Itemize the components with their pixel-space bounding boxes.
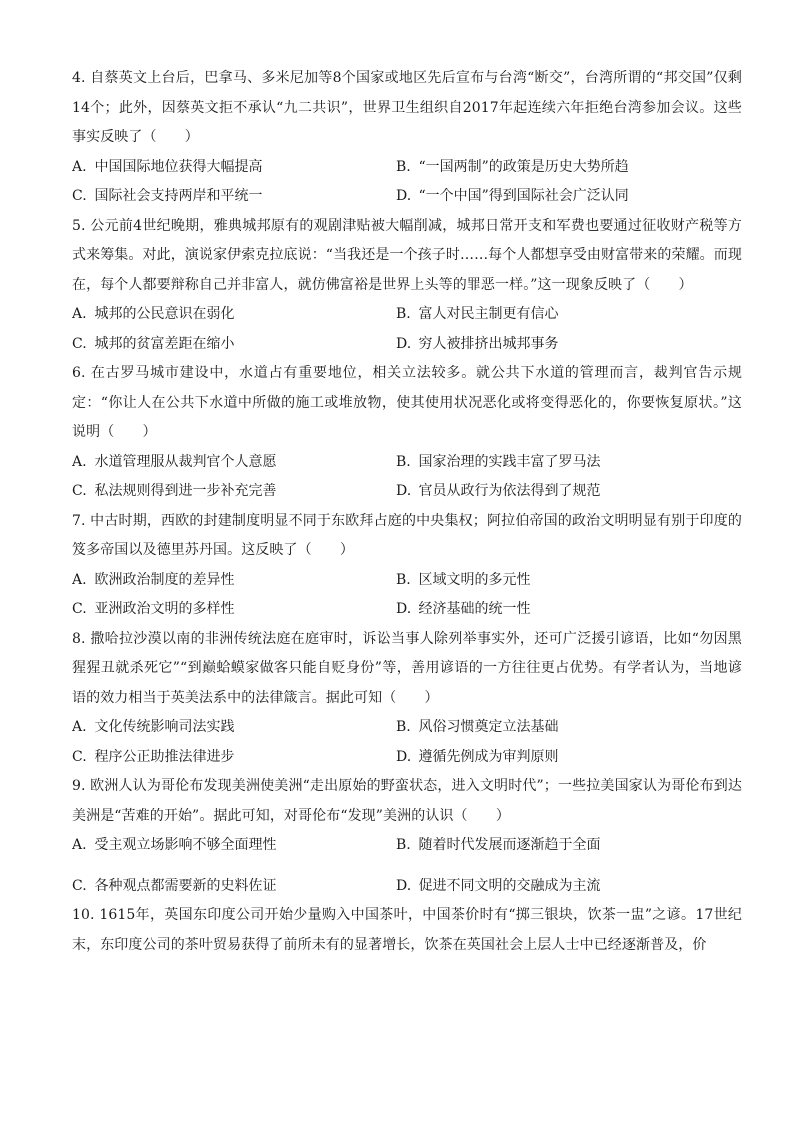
option-letter: C. <box>72 877 87 894</box>
option-a[interactable] <box>72 566 396 596</box>
option-text: 区域文明的多元性 <box>418 571 531 588</box>
option-letter: D. <box>396 877 412 894</box>
option-text: 促进不同文明的交融成为主流 <box>418 877 601 894</box>
question-stem: 8. 撒哈拉沙漠以南的非洲传统法庭在庭审时，诉讼当事人除列举事实外，还可广泛援引谚语，比如“勿因黑猩猩丑就杀死它”“到巅蛤蟆家做客只能自贬身份”等，善用谚语的一方往往更占优势。有学者认为，当地谚语的效力相当于英美法系中的法律箴言。据此可知（ ） <box>72 630 742 706</box>
option-letter: B. <box>396 719 411 735</box>
option-letter: A. <box>72 158 87 175</box>
option-text: 受主观立场影响不够全面理性 <box>94 837 277 853</box>
option-letter: B. <box>396 158 411 175</box>
option-letter: A. <box>72 719 87 735</box>
option-letter: B. <box>396 571 411 588</box>
option-text: 各种观点都需要新的史料佐证 <box>94 877 277 894</box>
question-6 <box>72 359 742 507</box>
option-text: 中国国际地位获得大幅提高 <box>94 158 263 175</box>
option-d[interactable] <box>396 182 742 212</box>
option-text: 遵循先例成为审判原则 <box>418 748 559 765</box>
option-text: 国际社会支持两岸和平统一 <box>94 188 263 204</box>
question-8 <box>72 625 742 773</box>
option-letter: C. <box>72 601 87 617</box>
option-text: 文化传统影响司法实践 <box>94 719 235 735</box>
option-text: 城邦的公民意识在弱化 <box>94 306 235 322</box>
option-letter: D. <box>396 188 412 204</box>
option-a[interactable] <box>72 300 396 330</box>
option-grid <box>72 448 742 507</box>
option-letter: B. <box>396 453 411 470</box>
option-c[interactable] <box>72 182 396 212</box>
option-grid <box>72 153 742 212</box>
option-letter: A. <box>72 453 87 470</box>
question-stem: 6. 在古罗马城市建设中，水道占有重要地位，相关立法较多。就公共下水道的管理而言，裁判官告示规定：“你让人在公共下水道中所做的施工或堆放物，使其使用状况恶化或将变得恶化的，你要恢复原状。”这说明（ ） <box>72 365 742 440</box>
option-text: 经济基础的统一性 <box>418 601 531 617</box>
option-grid <box>72 300 742 359</box>
question-stem: 5. 公元前4世纪晚期，雅典城邦原有的观剧津贴被大幅削减，城邦日常开支和军费也要通过征收财产税等方式来筹集。对此，演说家伊索克拉底说：“当我还是一个孩子时……每个人都想享受由财富带来的荣耀。而现在，每个人都要辩称自己并非富人，就仿佛富裕是世界上头等的罪恶一样。”这一现象反映了（ ） <box>72 217 742 293</box>
option-c[interactable] <box>72 330 396 360</box>
option-text: 城邦的贫富差距在缩小 <box>94 335 235 352</box>
option-letter: A. <box>72 837 87 853</box>
option-a[interactable] <box>72 153 396 183</box>
option-b[interactable] <box>396 300 742 330</box>
option-grid <box>72 566 742 625</box>
option-letter: B. <box>396 837 411 853</box>
option-text: 程序公正助推法律进步 <box>94 748 235 765</box>
question-stem: 4. 自蔡英文上台后，巴拿马、多米尼加等8个国家或地区先后宣布与台湾“断交”，台湾所谓的“邦交国”仅剩14个；此外，因蔡英文拒不承认“九二共识”，世界卫生组织自2017年起连续六年拒绝台湾参加会议。这些事实反映了（ ） <box>72 70 742 145</box>
option-letter: C. <box>72 335 87 352</box>
option-text: “一国两制”的政策是历史大势所趋 <box>418 158 629 175</box>
question-stem: 10. 1615年，英国东印度公司开始少量购入中国茶叶，中国茶价时有“掷三银块，饮茶一盅”之谚。17世纪末，东印度公司的茶叶贸易获得了前所未有的显著增长，饮茶在英国社会上层人士中已经逐渐普及，价 <box>72 907 742 953</box>
question-9 <box>72 772 742 901</box>
option-text: 富人对民主制更有信心 <box>418 306 559 322</box>
option-letter: B. <box>396 306 411 322</box>
option-d[interactable] <box>396 872 742 902</box>
option-a[interactable] <box>72 831 396 861</box>
question-stem: 7. 中古时期，西欧的封建制度明显不同于东欧拜占庭的中央集权；阿拉伯帝国的政治文明明显有别于印度的笈多帝国以及德里苏丹国。这反映了（ ） <box>72 512 742 558</box>
option-text: 穷人被排挤出城邦事务 <box>418 335 559 352</box>
option-d[interactable] <box>396 330 742 360</box>
option-b[interactable] <box>396 153 742 183</box>
option-text: 国家治理的实践丰富了罗马法 <box>418 453 601 470</box>
question-5 <box>72 212 742 360</box>
option-letter: C. <box>72 483 87 499</box>
question-4 <box>72 64 742 212</box>
option-letter: C. <box>72 748 87 765</box>
question-7 <box>72 507 742 625</box>
option-c[interactable] <box>72 477 396 507</box>
option-text: 官员从政行为依法得到了规范 <box>418 483 601 499</box>
option-grid <box>72 831 742 901</box>
option-c[interactable] <box>72 743 396 773</box>
option-letter: C. <box>72 188 87 204</box>
option-letter: A. <box>72 306 87 322</box>
option-b[interactable] <box>396 713 742 743</box>
option-text: 随着时代发展而逐渐趋于全面 <box>418 837 601 853</box>
option-b[interactable] <box>396 566 742 596</box>
option-b[interactable] <box>396 831 742 861</box>
option-grid <box>72 713 742 772</box>
option-letter: A. <box>72 571 87 588</box>
option-a[interactable] <box>72 713 396 743</box>
option-c[interactable] <box>72 595 396 625</box>
option-text: 水道管理服从裁判官个人意愿 <box>94 453 277 470</box>
question-stem: 9. 欧洲人认为哥伦布发现美洲使美洲“走出原始的野蛮状态，进入文明时代”；一些拉美国家认为哥伦布到达美洲是“苦难的开始”。据此可知，对哥伦布“发现”美洲的认识（ ） <box>72 778 742 824</box>
option-text: “一个中国”得到国际社会广泛认同 <box>418 188 629 204</box>
option-text: 亚洲政治文明的多样性 <box>94 601 235 617</box>
exam-page <box>72 64 742 960</box>
option-d[interactable] <box>396 477 742 507</box>
option-b[interactable] <box>396 448 742 478</box>
option-a[interactable] <box>72 448 396 478</box>
option-letter: D. <box>396 748 412 765</box>
option-letter: D. <box>396 601 412 617</box>
option-text: 风俗习惯奠定立法基础 <box>418 719 559 735</box>
question-10 <box>72 901 742 960</box>
option-c[interactable] <box>72 872 396 902</box>
option-text: 欧洲政治制度的差异性 <box>94 571 235 588</box>
option-d[interactable] <box>396 743 742 773</box>
option-d[interactable] <box>396 595 742 625</box>
option-letter: D. <box>396 335 412 352</box>
option-letter: D. <box>396 483 412 499</box>
option-text: 私法规则得到进一步补充完善 <box>94 483 277 499</box>
